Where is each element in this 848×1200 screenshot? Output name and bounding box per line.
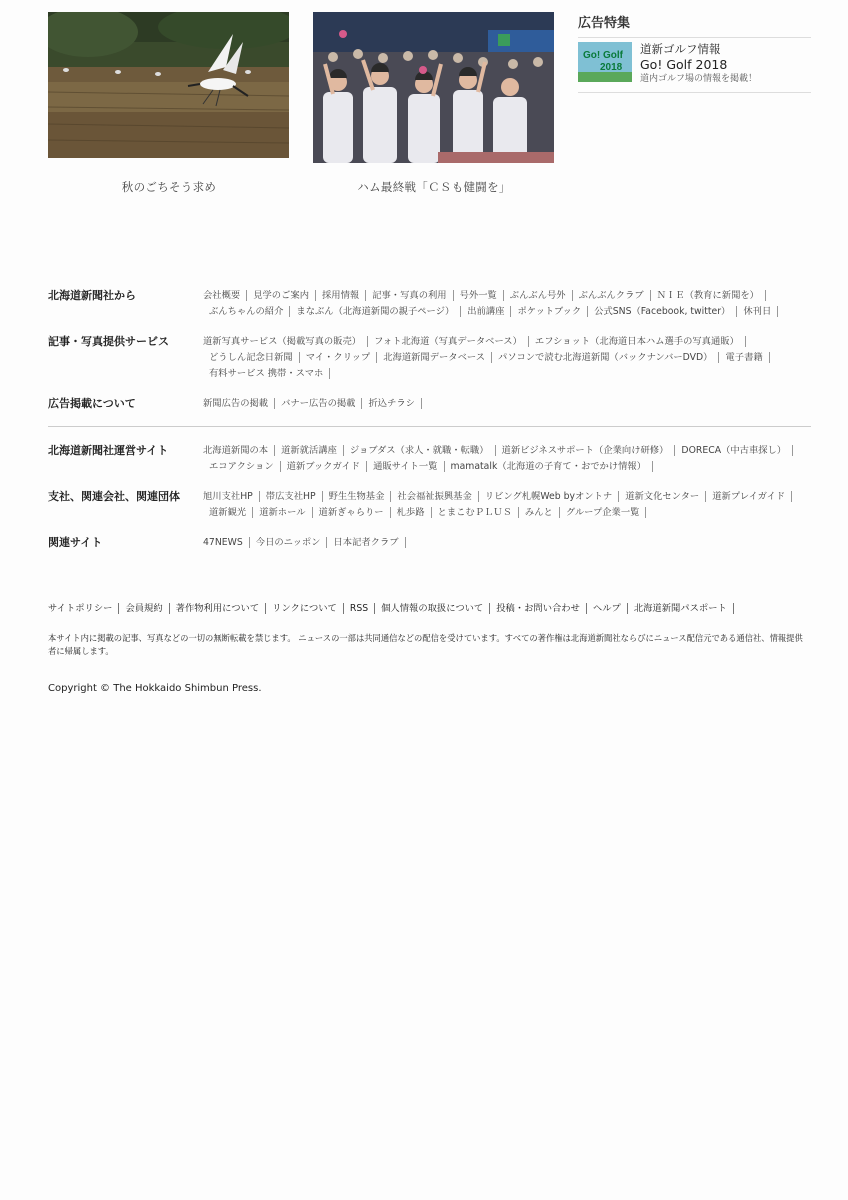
ad-feature-headline[interactable]: 道新ゴルフ情報 [640,42,721,56]
footer-link[interactable]: DORECA（中古車探し） [675,445,793,456]
footer-link[interactable]: どうしん記念日新聞 [203,352,300,363]
footer-link[interactable]: マイ・クリップ [300,352,378,363]
footer-link[interactable]: 休刊日 [737,306,778,317]
footer-link[interactable]: 今日のニッポン [250,537,328,548]
footer-link[interactable]: 道新ぎゃらりー [313,507,391,518]
footer-link[interactable]: 北海道新聞データベース [377,352,492,363]
footer-group-links [203,334,811,382]
footer-group-title: 支社、関連会社、関連団体 [48,490,180,503]
footer-link[interactable]: 道新文化センター [619,491,706,502]
footer-link[interactable]: フォト北海道（写真データベース） [368,336,529,347]
footer-group [48,489,811,521]
footer-group-links [203,288,811,320]
footer-link[interactable]: 折込チラシ [362,398,422,409]
bottom-nav-link[interactable]: RSS [344,603,375,614]
footer-group [48,288,811,320]
footer-link[interactable]: 道新ブックガイド [281,461,367,472]
footer-link[interactable]: エコアクション [203,461,281,472]
footer-link[interactable]: 社会福祉振興基金 [391,491,478,502]
footer-link[interactable]: 道新観光 [203,507,253,518]
footer-link[interactable]: 北海道新聞の本 [203,445,275,456]
bottom-nav-link[interactable]: 個人情報の取扱について [375,603,490,614]
footer-link[interactable]: 電子書籍 [719,352,769,363]
footer-link[interactable]: 道新就活講座 [275,445,344,456]
footer-link[interactable]: ぶんちゃんの紹介 [203,306,290,317]
footer-link[interactable]: 会社概要 [203,290,247,301]
footer-link[interactable]: ぶんぶん号外 [504,290,573,301]
go-golf-thumbnail[interactable] [578,42,632,82]
footer-link[interactable]: 道新ビジネスサポート（企業向け研修） [496,445,676,456]
bottom-nav-link[interactable]: 会員規約 [119,603,169,614]
footer-link[interactable]: 札歩路 [391,507,432,518]
photo-card-fighters[interactable] [313,12,555,195]
crane-photo[interactable] [48,12,289,158]
photo-caption[interactable]: ハム最終戦「ＣＳも健闘を」 [357,180,511,194]
ad-feature-description: 道内ゴルフ場の情報を掲載！ [640,74,758,84]
footer-link[interactable]: バナー広告の掲載 [275,398,362,409]
footer-group-links [203,489,811,521]
footer-link[interactable]: ジョブダス（求人・就職・転職） [344,445,496,456]
footer-link[interactable]: 帯広支社HP [260,491,323,502]
footer-link[interactable]: 47NEWS [203,537,250,548]
footer-link[interactable]: mamatalk（北海道の子育て・おでかけ情報） [445,461,653,472]
footer-link[interactable]: 新聞広告の掲載 [203,398,275,409]
thumb-title: Go! Golf [583,50,623,61]
footer-link[interactable]: ＮＩＥ（教育に新聞を） [651,290,766,301]
footer-link-groups [48,288,811,565]
footer-group-title: 記事・写真提供サービス [48,335,169,348]
footer-link[interactable]: 道新写真サービス（掲載写真の販売） [203,336,368,347]
footer-link[interactable]: 通販サイト一覧 [367,461,444,472]
footer-link[interactable]: まなぶん（北海道新聞の親子ページ） [290,306,461,317]
footer-link[interactable]: 道新プレイガイド [706,491,792,502]
footer-group [48,443,811,475]
footer-link[interactable]: エフショット（北海道日本ハム選手の写真通販） [529,336,746,347]
footer-link[interactable]: とまこむＰＬＵＳ [432,507,519,518]
copyright-notice: 本サイト内に掲載の記事、写真などの一切の無断転載を禁じます。 ニュースの一部は共同通信などの配信を受けています。すべての著作権は北海道新聞社ならびにニュース配信元である通信社、情報提供者に帰属します。 [48,633,803,656]
footer-link[interactable]: 道新ホール [253,507,312,518]
footer-link[interactable]: ぶんぶんクラブ [573,290,651,301]
footer-link[interactable]: 野生生物基金 [323,491,392,502]
ad-feature-title: 広告特集 [578,12,811,38]
footer-group-links [203,535,811,551]
footer-link[interactable]: パソコンで読む北海道新聞（バックナンバーDVD） [492,352,719,363]
footer-link[interactable]: 号外一覧 [454,290,504,301]
thumb-year: 2018 [600,62,623,73]
photo-card-crane[interactable] [48,12,290,195]
footer-group [48,396,811,412]
photo-caption[interactable]: 秋のごちそう求め [121,180,217,194]
footer-link[interactable]: 記事・写真の利用 [366,290,453,301]
bottom-nav [48,603,811,614]
footer-link[interactable]: リビング札幌Web byオントナ [479,491,619,502]
bottom-nav-link[interactable]: 北海道新聞パスポート [628,603,734,614]
footer-group [48,334,811,382]
footer-link[interactable]: ポケットブック [511,306,588,317]
bottom-nav-link[interactable]: 投稿・お問い合わせ [490,603,587,614]
footer-link[interactable]: 旭川支社HP [203,491,260,502]
footer-link[interactable]: グループ企業一覧 [560,507,647,518]
copyright-text: Copyright © The Hokkaido Shimbun Press. [48,683,262,694]
footer-link[interactable]: 出前講座 [461,306,511,317]
bottom-nav-link[interactable]: サイトポリシー [48,603,119,614]
ad-feature [578,12,811,93]
footer-divider [48,426,811,427]
bottom-nav-link[interactable]: 著作物利用について [170,603,267,614]
footer-group [48,535,811,551]
footer-group-links [203,396,811,412]
footer-link[interactable]: 採用情報 [316,290,366,301]
ad-feature-item[interactable] [578,38,811,93]
footer-group-links [203,443,811,475]
footer-group-title: 北海道新聞社から [48,289,136,302]
footer-link[interactable]: 見学のご案内 [247,290,316,301]
footer-link[interactable]: 日本記者クラブ [327,537,405,548]
footer-link[interactable]: 公式SNS（Facebook, twitter） [588,306,737,317]
bottom-nav-link[interactable]: リンクについて [266,603,344,614]
footer-group-title: 広告掲載について [48,397,136,410]
footer-group-title: 関連サイト [48,536,103,549]
footer-group-title: 北海道新聞社運営サイト [48,444,169,457]
footer-link[interactable]: みんと [519,507,560,518]
bottom-nav-link[interactable]: ヘルプ [587,603,628,614]
stadium-fans-photo[interactable] [313,12,554,163]
footer-link[interactable]: 有料サービス 携帯・スマホ [203,368,330,379]
ad-feature-subtitle[interactable]: Go! Golf 2018 [640,57,728,72]
